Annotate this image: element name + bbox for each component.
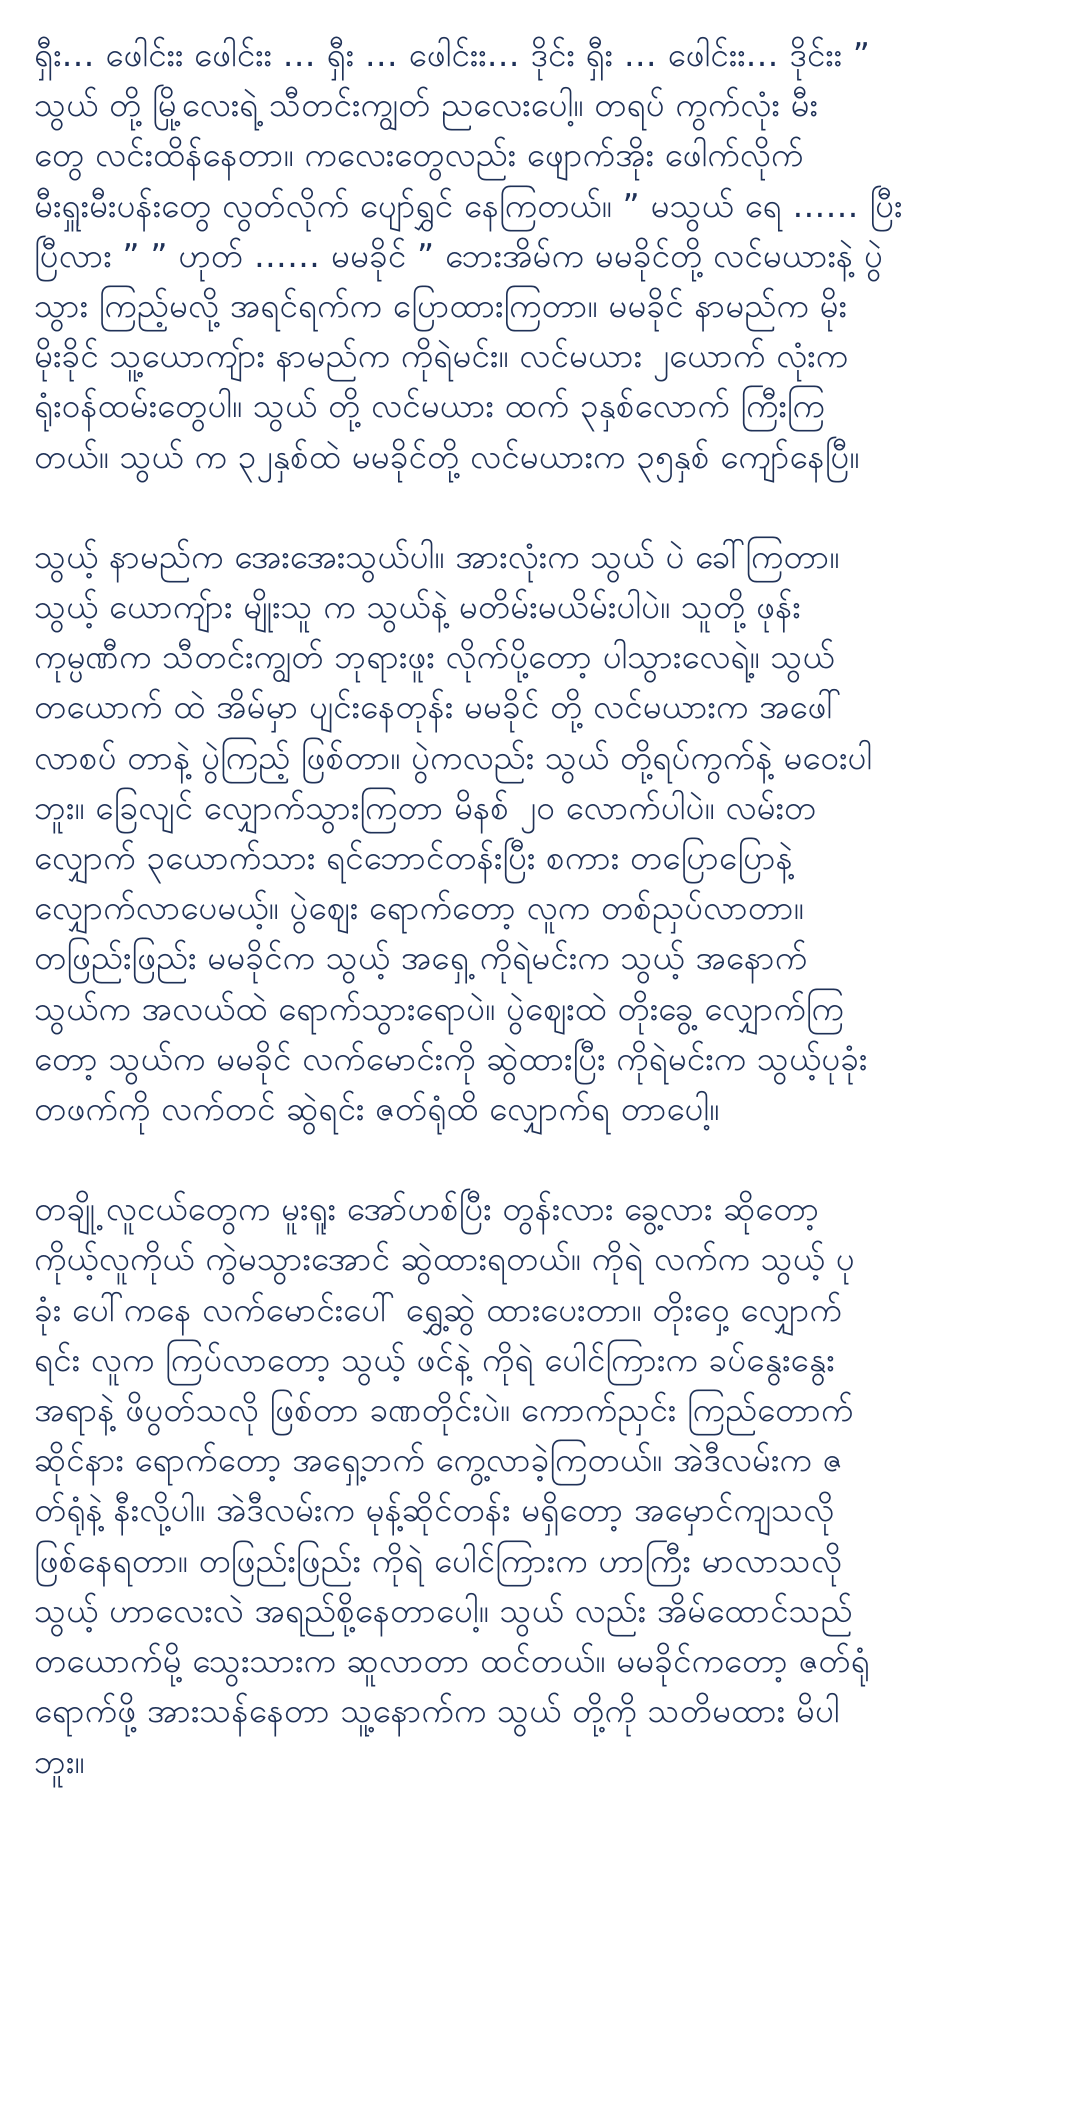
text-line: တယောက် ထဲ အိမ်မှာ ပျင်းနေတုန်း မမခိုင် တို့ လင်မယားက အဖေါ်	[34, 687, 842, 727]
text-line: ရင်း လူက ကြပ်လာတော့ သွယ့် ဖင်နဲ့ ကိုရဲ ပေါင်ကြားက ခပ်နွေးနွေး	[34, 1339, 835, 1379]
story-article	[34, 30, 1052, 1837]
text-line: ရှီး… ဖေါင်းး ဖေါင်းး … ရှီး … ဖေါင်းး… ဒိုင်း ရှီး … ဖေါင်းး… ဒိုင်းး ”	[34, 35, 871, 74]
text-line: တချို့ လူငယ်တွေက မူးရူး အော်ဟစ်ပြီး တွန်းလား ခွေ့လား ဆိုတော့	[34, 1189, 820, 1229]
text-line: မီးရှူးမီးပန်းတွေ လွတ်လိုက် ပျော်ရွှင် နေကြတယ်။ ” မသွယ် ရေ …… ပြီး	[34, 185, 903, 225]
text-line: တ်ရုံနဲ့ နီးလို့ပါ။ အဲဒီလမ်းက မုန့်ဆိုင်တန်း မရှိတော့ အမှောင်ကျသလို	[34, 1490, 835, 1530]
text-line: သွယ်က အလယ်ထဲ ရောက်သွားရောပဲ။ ပွဲဈေးထဲ တိုးခွေ့ လျှောက်ကြ	[34, 988, 844, 1028]
paragraph-2	[34, 532, 1052, 1134]
text-line: ဖြစ်နေရတာ။ တဖြည်းဖြည်း ကိုရဲ ပေါင်ကြားက ဟာကြီး မာလာသလို	[34, 1540, 843, 1580]
text-line: တဖက်ကို လက်တင် ဆွဲရင်း ဇတ်ရုံထိ လျှောက်ရ တာပေါ့။	[34, 1089, 720, 1129]
text-line: သွယ့် ယောကျ်ား မျိုးသူ က သွယ်နဲ့ မတိမ်းမယိမ်းပါပဲ။ သူတို့ ဖုန်း	[34, 587, 801, 627]
text-line: တယောက်မို့ သွေးသားက ဆူလာတာ ထင်တယ်။ မမခိုင်ကတော့ ဇတ်ရုံ	[34, 1641, 870, 1681]
text-line: သွယ့် ဟာလေးလဲ အရည်စို့နေတာပေါ့။ သွယ် လည်း အိမ်ထောင်သည်	[34, 1590, 853, 1630]
text-line: မိုးခိုင် သူ့ယောကျ်ား နာမည်က ကိုရဲမင်း။ လင်မယား ၂ယောက် လုံးက	[34, 336, 849, 376]
text-line: တဖြည်းဖြည်း မမခိုင်က သွယ့် အရှေ့ ကိုရဲမင်းက သွယ့် အနောက်	[34, 938, 808, 978]
paragraph-1	[34, 30, 1052, 482]
text-line: အရာနဲ့ ဖိပွတ်သလို ဖြစ်တာ ခဏတိုင်းပဲ။ ကောက်ညှင်း ကြည်တောက်	[34, 1390, 854, 1430]
text-line: ဆိုင်နား ရောက်တော့ အရှေ့ဘက် ကွေ့လာခဲ့ကြတယ်။ အဲဒီလမ်းက ဇ	[34, 1440, 843, 1480]
text-line: လျှောက်လာပေမယ့်။ ပွဲဈေး ရောက်တော့ လူက တစ်ညှပ်လာတာ။	[34, 888, 804, 928]
text-line: ဘူး။	[34, 1741, 85, 1781]
text-line: ရုံးဝန်ထမ်းတွေပါ။ သွယ် တို့ လင်မယား ထက် ၃နှစ်လောက် ကြီးကြ	[34, 386, 825, 426]
text-line: ပြီလား ” ” ဟုတ် …… မမခိုင် ” ဘေးအိမ်က မမခိုင်တို့ လင်မယားနဲ့ ပွဲ	[34, 235, 883, 275]
text-line: ရောက်ဖို့ အားသန်နေတာ သူ့နောက်က သွယ် တို့ကို သတိမထား မိပါ	[34, 1691, 840, 1731]
text-line: ခုံး ပေါ်ကနေ လက်မောင်းပေါ် ရွှေ့ဆွဲ ထားပေးတာ။ တိုးဝှေ့ လျှောက်	[34, 1289, 842, 1329]
text-line: သွား ကြည့်မလို့ အရင်ရက်က ပြောထားကြတာ။ မမခိုင် နာမည်က မိုး	[34, 286, 847, 326]
text-line: သွယ် တို့ မြို့လေးရဲ့ သီတင်းကျွတ် ညလေးပေါ့။ တရပ် ကွက်လုံး မီး	[34, 85, 818, 125]
text-line: တွေ လင်းထိန်နေတာ။ ကလေးတွေလည်း ဖျောက်အိုး ဖေါက်လိုက်	[34, 135, 804, 175]
text-line: တယ်။ သွယ် က ၃၂နှစ်ထဲ မမခိုင်တို့ လင်မယားက ၃၅နှစ် ကျော်နေပြီ။	[34, 436, 860, 476]
text-line: ကုမ္ပဏီက သီတင်းကျွတ် ဘုရားဖူး လိုက်ပို့တော့ ပါသွားလေရဲ့။ သွယ်	[34, 637, 835, 677]
text-line: ဘူး။ ခြေလျင် လျှောက်သွားကြတာ မိနစ် ၂၀ လောက်ပါပဲ။ လမ်းတ	[34, 787, 817, 827]
text-line: သွယ့် နာမည်က အေးအေးသွယ်ပါ။ အားလုံးက သွယ် ပဲ ခေါ်ကြတာ။	[34, 536, 840, 576]
text-line: လျှောက် ၃ယောက်သား ရင်ဘောင်တန်းပြီး စကား တပြောပြောနဲ့	[34, 838, 793, 878]
text-line: လာစပ် တာနဲ့ ပွဲကြည့် ဖြစ်တာ။ ပွဲကလည်း သွယ် တို့ရပ်ကွက်နဲ့ မဝေးပါ	[34, 737, 873, 777]
text-line: ကိုယ့်လူကိုယ် ကွဲမသွားအောင် ဆွဲထားရတယ်။ ကိုရဲ လက်က သွယ့် ပု	[34, 1239, 855, 1279]
text-line: တော့ သွယ်က မမခိုင် လက်မောင်းကို ဆွဲထားပြီး ကိုရဲမင်းက သွယ့်ပုခုံး	[34, 1038, 868, 1078]
paragraph-3	[34, 1184, 1052, 1786]
